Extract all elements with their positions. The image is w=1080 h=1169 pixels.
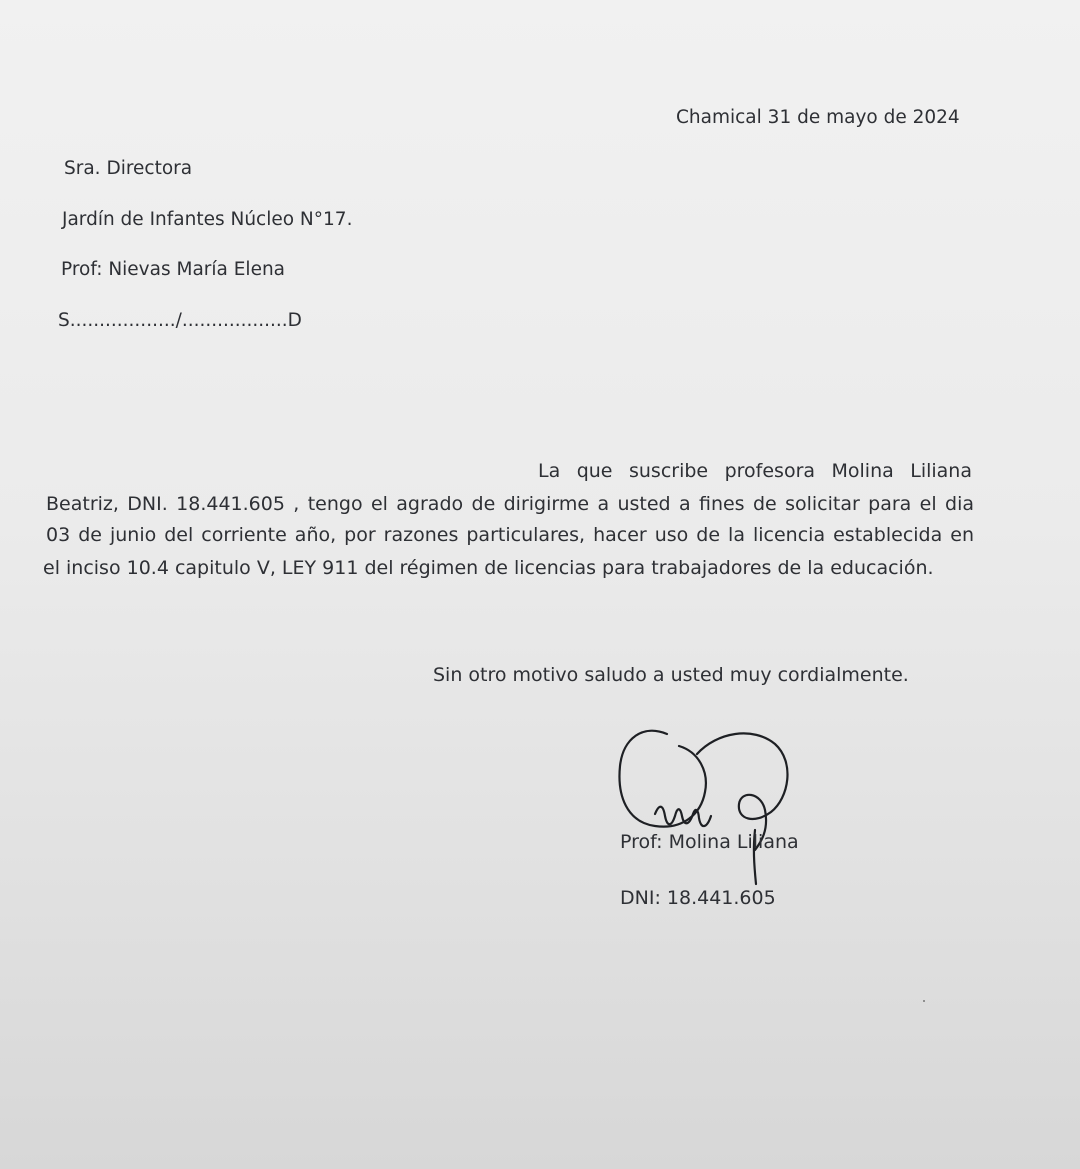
ink-speck bbox=[923, 1000, 925, 1002]
recipient-title: Sra. Directora bbox=[64, 158, 193, 179]
signature-dni: DNI: 18.441.605 bbox=[620, 887, 776, 909]
signature-name: Prof: Molina Liliana bbox=[620, 831, 799, 853]
body-paragraph-line: Beatriz, DNI. 18.441.605 , tengo el agrado de dirigirme a usted a fines de solicitar para el dia bbox=[46, 493, 974, 515]
closing-text: Sin otro motivo saludo a usted muy cordialmente. bbox=[433, 664, 909, 686]
date-line: Chamical 31 de mayo de 2024 bbox=[676, 107, 960, 128]
body-paragraph-line: el inciso 10.4 capitulo V, LEY 911 del régimen de licencias para trabajadores de la educación. bbox=[43, 557, 934, 579]
body-paragraph-line: 03 de junio del corriente año, por razones particulares, hacer uso de la licencia establecida en bbox=[46, 524, 974, 546]
handwritten-signature bbox=[605, 718, 815, 888]
recipient-name: Prof: Nievas María Elena bbox=[61, 259, 286, 280]
recipient-school: Jardín de Infantes Núcleo N°17. bbox=[62, 209, 353, 230]
body-paragraph-line: La que suscribe profesora Molina Liliana bbox=[538, 460, 972, 482]
salutation-sd: S................../..................D bbox=[58, 310, 302, 331]
